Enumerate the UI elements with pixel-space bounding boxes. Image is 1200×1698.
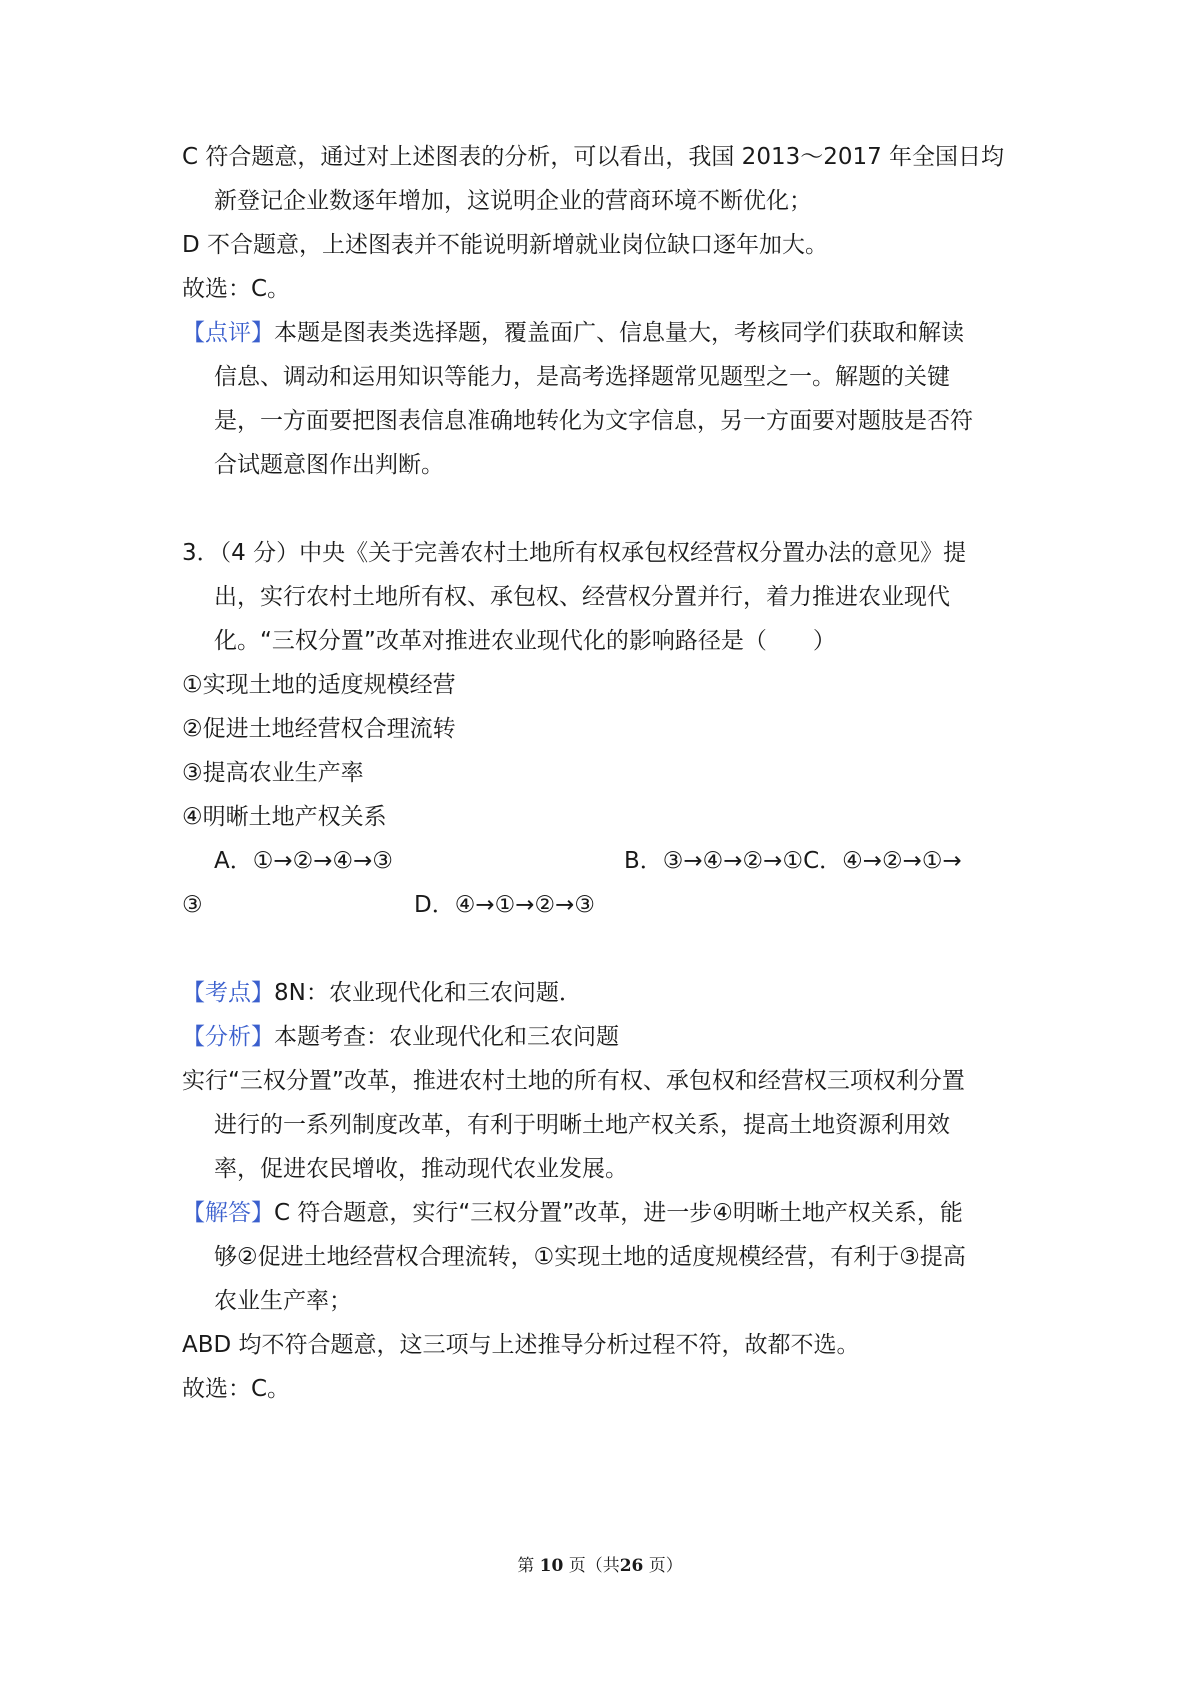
q3-stem-line1: 3．（4 分）中央《关于完善农村土地所有权承包权经营权分置办法的意见》提 bbox=[182, 540, 967, 566]
q3-item-1: ①实现土地的适度规模经营 bbox=[182, 672, 456, 698]
q3-stem-line2: 出，实行农村土地所有权、承包权、经营权分置并行，着力推进农业现代 bbox=[214, 584, 950, 610]
q2-option-d-line: D 不合题意，上述图表并不能说明新增就业岗位缺口逐年加大。 bbox=[182, 232, 829, 258]
q2-option-c-line2: 新登记企业数逐年增加，这说明企业的营商环境不断优化； bbox=[214, 188, 812, 214]
q3-kaodian bbox=[182, 976, 582, 1010]
q2-review-line2: 信息、调动和运用知识等能力，是高考选择题常见题型之一。解题的关键 bbox=[214, 364, 950, 390]
q2-review-line3: 是，一方面要把图表信息准确地转化为文字信息，另一方面要对题肢是否符 bbox=[214, 408, 973, 434]
q3-jieda-line2: 够②促进土地经营权合理流转，①实现土地的适度规模经营，有利于③提高 bbox=[214, 1244, 966, 1270]
q3-analysis-line1: 实行“三权分置”改革，推进农村土地的所有权、承包权和经营权三项权利分置 bbox=[182, 1068, 965, 1094]
total-pages: 26 bbox=[619, 1556, 644, 1576]
q3-option-d: D．④→①→②→③ bbox=[414, 892, 596, 918]
q3-jieda-line3: 农业生产率； bbox=[214, 1288, 352, 1314]
jieda-tag: 【解答】 bbox=[182, 1200, 274, 1226]
fenxi-tag: 【分析】 bbox=[182, 1024, 274, 1050]
q3-answer: 故选：C。 bbox=[182, 1376, 291, 1402]
q2-option-c-line1: C 符合题意，通过对上述图表的分析，可以看出，我国 2013～2017 年全国日均 bbox=[182, 144, 1005, 170]
q3-jieda-line1 bbox=[182, 1196, 963, 1230]
q2-answer: 故选：C。 bbox=[182, 276, 291, 302]
kaodian-text: 8N：农业现代化和三农问题． bbox=[274, 980, 582, 1006]
q3-stem-line3: 化。“三权分置”改革对推进农业现代化的影响路径是（ ） bbox=[214, 628, 836, 654]
q3-option-c-tail: ③ bbox=[182, 892, 203, 918]
q2-review-line4: 合试题意图作出判断。 bbox=[214, 452, 444, 478]
q3-fenxi bbox=[182, 1020, 619, 1054]
footer-suffix: 页） bbox=[648, 1556, 683, 1576]
jieda-text: C 符合题意，实行“三权分置”改革，进一步④明晰土地产权关系，能 bbox=[274, 1200, 963, 1226]
q3-option-a: A．①→②→④→③ bbox=[214, 848, 394, 874]
page-footer bbox=[0, 1554, 1200, 1578]
q3-item-2: ②促进土地经营权合理流转 bbox=[182, 716, 456, 742]
q3-analysis-line2: 进行的一系列制度改革，有利于明晰土地产权关系，提高土地资源利用效 bbox=[214, 1112, 950, 1138]
review-text: 本题是图表类选择题，覆盖面广、信息量大，考核同学们获取和解读 bbox=[274, 320, 964, 346]
q3-item-3: ③提高农业生产率 bbox=[182, 760, 364, 786]
review-tag: 【点评】 bbox=[182, 320, 274, 346]
page-number: 10 bbox=[539, 1556, 564, 1576]
q2-review-line1 bbox=[182, 316, 964, 350]
q3-item-4: ④明晰土地产权关系 bbox=[182, 804, 387, 830]
q3-option-bc: B．③→④→②→①C．④→②→①→ bbox=[624, 848, 962, 874]
fenxi-text: 本题考查：农业现代化和三农问题 bbox=[274, 1024, 619, 1050]
q3-analysis-line3: 率，促进农民增收，推动现代农业发展。 bbox=[214, 1156, 628, 1182]
footer-prefix: 第 bbox=[517, 1556, 535, 1576]
kaodian-tag: 【考点】 bbox=[182, 980, 274, 1006]
footer-middle: 页（共 bbox=[568, 1556, 620, 1576]
q3-abd-line: ABD 均不符合题意，这三项与上述推导分析过程不符，故都不选。 bbox=[182, 1332, 860, 1358]
